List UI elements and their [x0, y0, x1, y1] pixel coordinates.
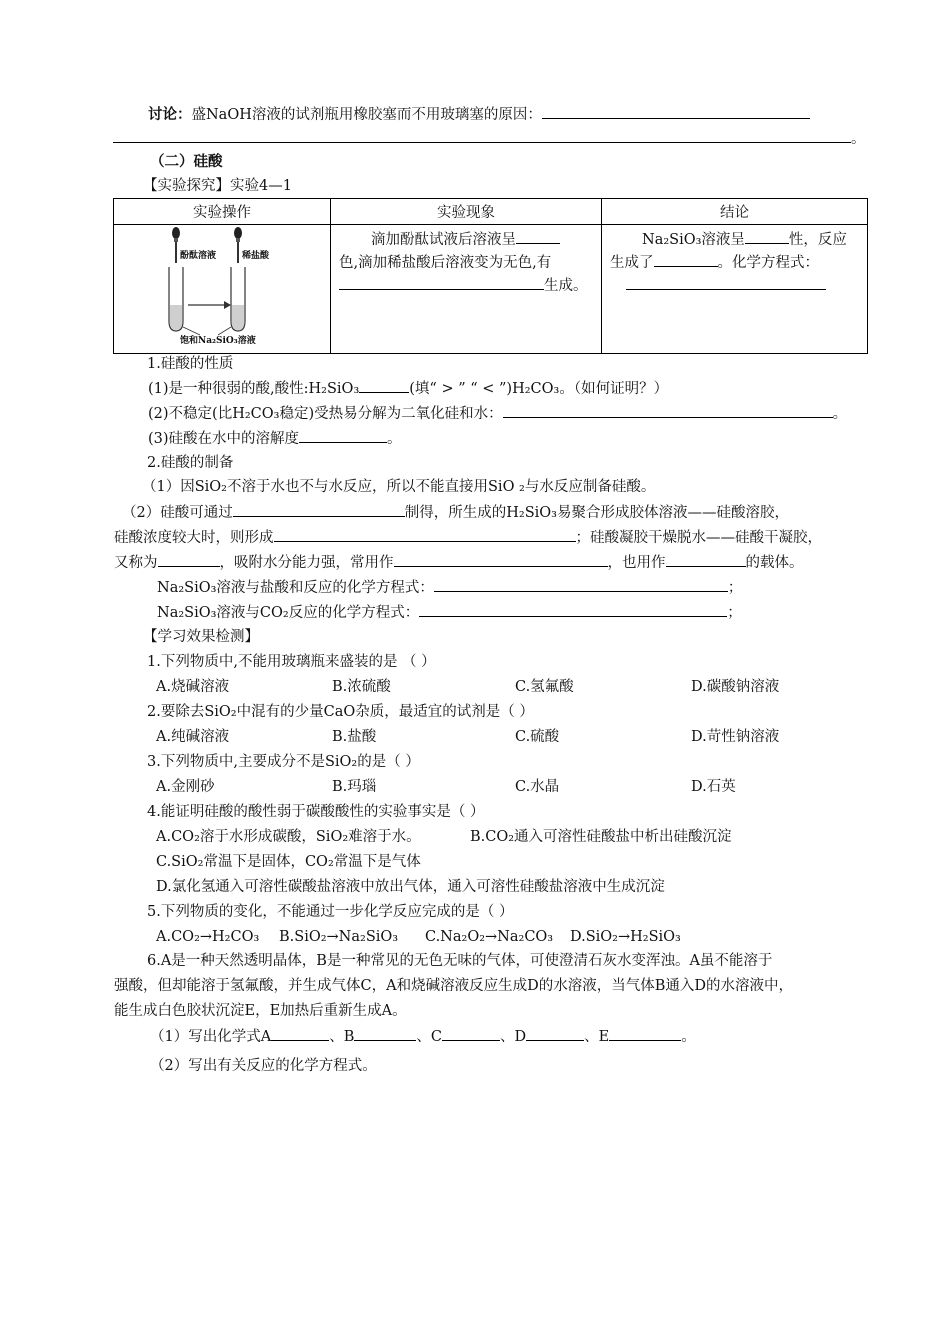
label-sodium-silicate: 饱和Na₂SiO₃溶液	[180, 336, 256, 346]
q5-option-a[interactable]: A.CO₂→H₂CO₃	[156, 929, 260, 945]
conclusion-line-2a: 生成了	[610, 255, 654, 271]
experiment-table	[113, 198, 868, 354]
question-5-stem: 5.下列物质的变化，不能通过一步化学反应完成的是（ ）	[147, 904, 514, 920]
prep-eq-2: Na₂SiO₃溶液与CO₂反应的化学方程式： ；	[157, 602, 742, 623]
conclusion-line-2b: 。化学方程式：	[717, 255, 819, 271]
answer-blank[interactable]	[299, 428, 387, 443]
question-6-part-1: （1）写出化学式A 、B 、C 、D 、E 。	[150, 1026, 696, 1047]
arrow-right-icon	[188, 301, 231, 309]
prep-line-3: 硅酸浓度较大时，则形成 ；硅酸凝胶干燥脱水——硅酸干凝胶，	[114, 527, 822, 548]
answer-blank[interactable]	[394, 552, 608, 567]
q4-option-c[interactable]: C.SiO₂常温下是固体，CO₂常温下是气体	[156, 854, 421, 870]
answer-blank[interactable]	[654, 252, 718, 267]
test-tube-diagram	[114, 225, 330, 349]
q2-option-d[interactable]: D.苛性钠溶液	[691, 729, 780, 745]
test-tube-left-icon	[169, 267, 183, 331]
q1-option-a[interactable]: A.烧碱溶液	[156, 679, 230, 695]
answer-blank[interactable]	[113, 128, 851, 143]
discussion-text: 盛NaOH溶液的试剂瓶用橡胶塞而不用玻璃塞的原因：	[191, 107, 542, 123]
dropper-right-icon	[234, 227, 242, 263]
answer-blank[interactable]	[542, 104, 810, 119]
phenomenon-cell	[331, 225, 602, 354]
answer-blank[interactable]	[609, 1026, 681, 1041]
discussion-line-2	[113, 128, 866, 149]
question-4-stem: 4.能证明硅酸的酸性弱于碳酸酸性的实验事实是（ ）	[147, 804, 485, 820]
q1-option-d[interactable]: D.碳酸钠溶液	[691, 679, 780, 695]
question-1-stem: 1.下列物质中,不能用玻璃瓶来盛装的是 （ ）	[147, 654, 436, 670]
conclusion-line-1b: 性，反应	[788, 232, 847, 248]
answer-blank[interactable]	[274, 527, 576, 542]
answer-blank[interactable]	[434, 577, 728, 592]
answer-blank[interactable]	[745, 229, 789, 244]
prep-line-1: （1）因SiO₂不溶于水也不与水反应，所以不能直接用SiO ₂与水反应制备硅酸。	[142, 479, 656, 495]
answer-blank[interactable]	[158, 552, 220, 567]
answer-blank[interactable]	[271, 1026, 329, 1041]
q4-option-a[interactable]: A.CO₂溶于水形成碳酸，SiO₂难溶于水。	[156, 829, 421, 845]
q5-option-b[interactable]: B.SiO₂→Na₂SiO₃	[279, 929, 399, 945]
q2-option-a[interactable]: A.纯碱溶液	[156, 729, 230, 745]
answer-blank[interactable]	[233, 502, 405, 517]
question-6-line-2: 强酸，但却能溶于氢氟酸，并生成气体C，A和烧碱溶液反应生成D的水溶液，当气体B通入D的水溶液中，	[114, 978, 793, 994]
q4-option-d[interactable]: D.氯化氢通入可溶性碳酸盐溶液中放出气体，通入可溶性硅酸盐溶液中生成沉淀	[156, 879, 665, 895]
experiment-heading: 【实验探究】实验4—1	[143, 178, 292, 194]
q3-option-c[interactable]: C.水晶	[515, 779, 560, 795]
q1-option-c[interactable]: C.氢氟酸	[515, 679, 574, 695]
answer-blank[interactable]	[354, 1026, 416, 1041]
test-tube-right-icon	[231, 267, 245, 331]
phenomenon-line-1: 滴加酚酞试液后溶液呈	[371, 232, 516, 248]
q3-option-a[interactable]: A.金刚砂	[156, 779, 215, 795]
q1-option-b[interactable]: B.浓硫酸	[332, 679, 391, 695]
header-conclusion: 结论	[602, 199, 868, 225]
header-operation: 实验操作	[114, 199, 331, 225]
q5-option-d[interactable]: D.SiO₂→H₂SiO₃	[570, 929, 681, 945]
question-2-stem: 2.要除去SiO₂中混有的少量CaO杂质，最适宜的试剂是（ ）	[147, 704, 534, 720]
label-dilute-hcl: 稀盐酸	[242, 251, 270, 261]
question-6-line-3: 能生成白色胶状沉淀E，E加热后重新生成A。	[114, 1003, 407, 1019]
q5-option-c[interactable]: C.Na₂O₂→Na₂CO₃	[425, 929, 554, 945]
discussion-label: 讨论：	[148, 106, 192, 123]
prop-title: 1.硅酸的性质	[147, 356, 234, 372]
answer-blank[interactable]	[359, 378, 409, 393]
conclusion-line-1a: Na₂SiO₃溶液呈	[642, 232, 745, 248]
prep-line-4: 又称为 ，吸附水分能力强，常用作 ，也用作 的载体。	[114, 552, 804, 573]
discussion-end: 。	[851, 131, 866, 147]
prep-line-2: （2）硅酸可通过 制得，所生成的H₂SiO₃易聚合形成胶体溶液——硅酸溶胶，	[122, 502, 789, 523]
prop-line-1: (1)是一种很弱的酸,酸性:H₂SiO₃ (填“ > ” “ < ”)H₂CO₃。（如何证明？）	[148, 378, 668, 399]
phenomenon-line-3: 生成。	[544, 278, 588, 294]
operation-cell	[114, 225, 331, 354]
answer-blank[interactable]	[626, 275, 826, 290]
question-6-part-2: （2）写出有关反应的化学方程式。	[150, 1058, 377, 1074]
conclusion-cell	[602, 225, 868, 354]
prop-line-2: (2)不稳定(比H₂CO₃稳定)受热易分解为二氧化硅和水： 。	[148, 403, 847, 424]
check-title: 【学习效果检测】	[143, 629, 259, 645]
q2-option-b[interactable]: B.盐酸	[332, 729, 377, 745]
question-6-line-1: 6.A是一种天然透明晶体，B是一种常见的无色无味的气体，可使澄清石灰水变浑浊。A虽不能溶于	[147, 953, 773, 969]
prep-title: 2.硅酸的制备	[147, 455, 234, 471]
answer-blank[interactable]	[526, 1026, 584, 1041]
q2-option-c[interactable]: C.硫酸	[515, 729, 560, 745]
section-title: （二）硅酸	[150, 153, 223, 170]
header-phenomenon: 实验现象	[331, 199, 602, 225]
q3-option-b[interactable]: B.玛瑙	[332, 779, 377, 795]
q3-option-d[interactable]: D.石英	[691, 779, 736, 795]
discussion-line	[148, 104, 810, 125]
answer-blank[interactable]	[419, 602, 727, 617]
question-3-stem: 3.下列物质中,主要成分不是SiO₂的是（ ）	[147, 754, 420, 770]
answer-blank[interactable]	[339, 275, 544, 290]
answer-blank[interactable]	[503, 403, 833, 418]
prop-line-3: (3)硅酸在水中的溶解度 。	[148, 428, 402, 449]
answer-blank[interactable]	[516, 229, 560, 244]
phenomenon-line-2: 色,滴加稀盐酸后溶液变为无色,有	[339, 255, 552, 271]
answer-blank[interactable]	[666, 552, 746, 567]
dropper-left-icon	[172, 227, 180, 263]
label-phenolphthalein: 酚酞溶液	[180, 251, 217, 261]
answer-blank[interactable]	[442, 1026, 500, 1041]
prep-eq-1: Na₂SiO₃溶液与盐酸和反应的化学方程式： ；	[157, 577, 742, 598]
q4-option-b[interactable]: B.CO₂通入可溶性硅酸盐中析出硅酸沉淀	[470, 829, 732, 845]
